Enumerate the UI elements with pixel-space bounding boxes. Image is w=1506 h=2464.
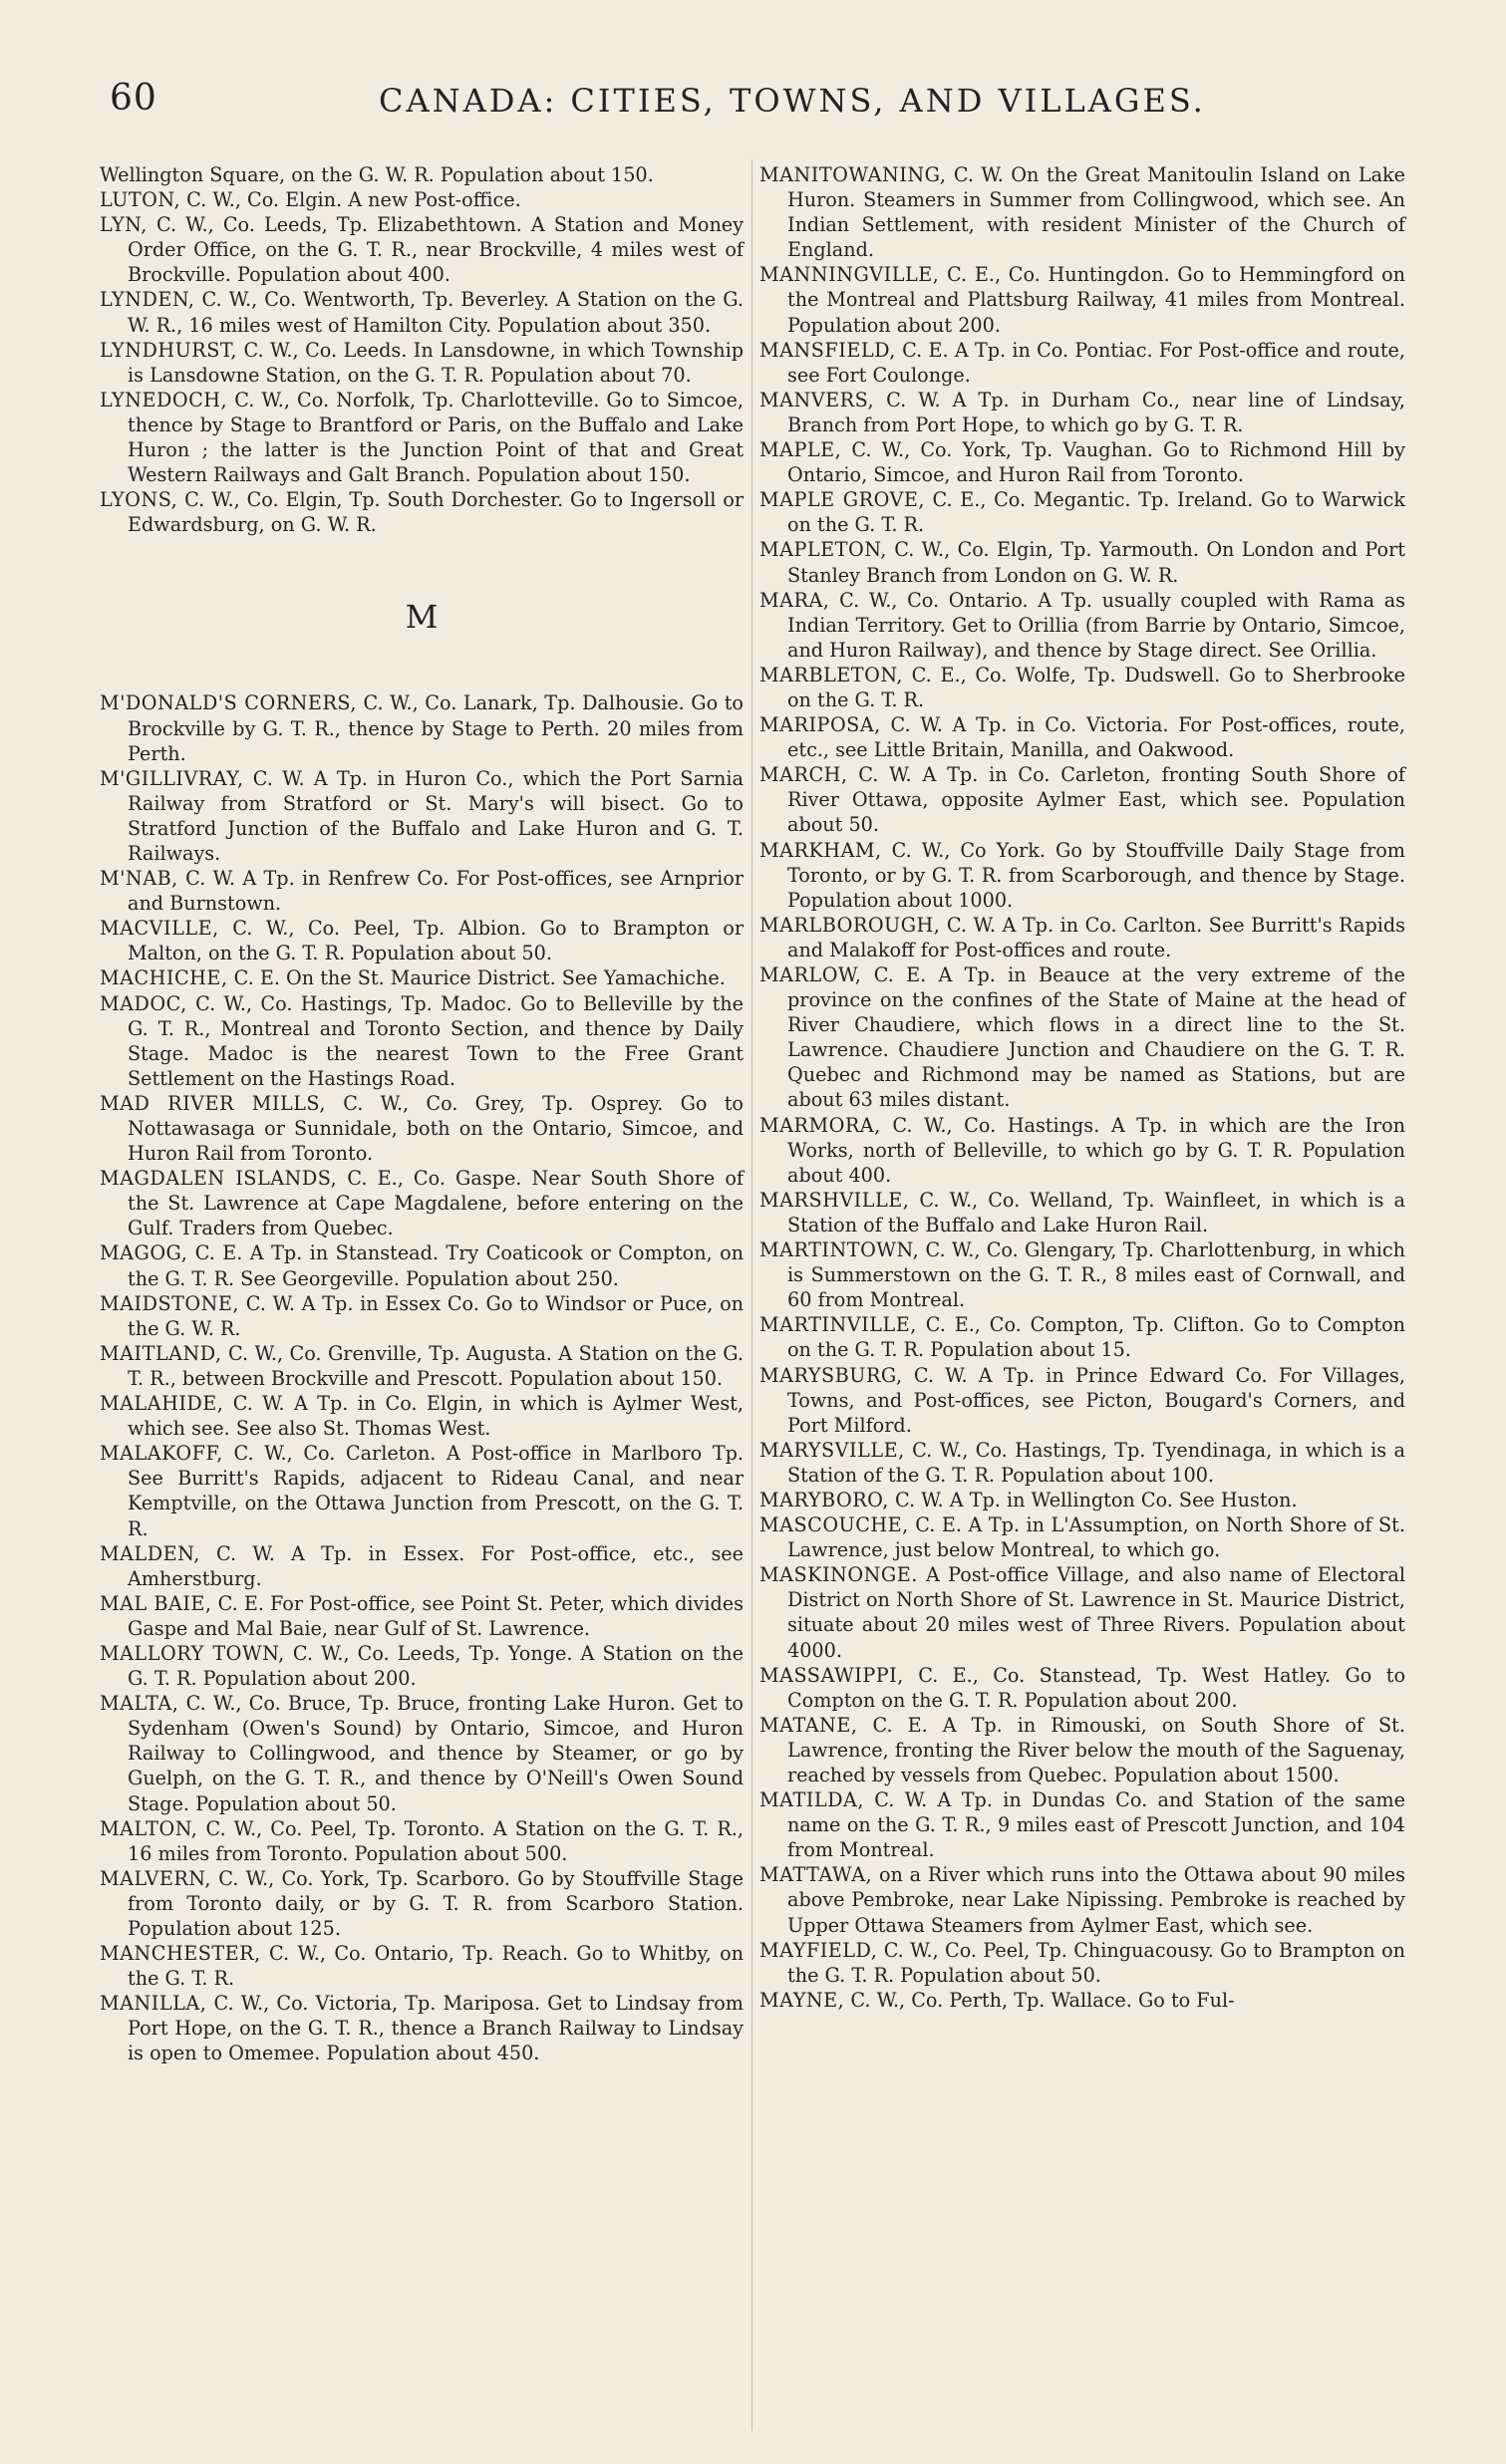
entry-place-name: MAITLAND,	[100, 1341, 222, 1365]
entry-description: C. W. A Tp. in Renfrew Co. For Post-offices, see Arnprior and Burnstown.	[128, 867, 744, 916]
entry-description: C. W., Co. York, Tp. Scarboro. Go by Stouffville Stage from Toronto daily, or by G. T. R. from Scarboro Station. Population about 125.	[128, 1866, 744, 1940]
entry-place-name: LYNEDOCH,	[100, 388, 228, 411]
entry-place-name: MARTINVILLE,	[759, 1313, 917, 1337]
gazetteer-entry	[759, 588, 1405, 663]
gazetteer-entry	[759, 1438, 1405, 1488]
entry-description: C. W., Co. Elgin, Tp. South Dorchester. Go to Ingersoll or Edwardsburg, on G. W. R.	[128, 488, 744, 537]
entry-description: C. E. A Tp. in L'Assumption, on North Shore of St. Lawrence, just below Montreal, to which go.	[787, 1513, 1405, 1562]
entry-place-name: MAGOG,	[100, 1241, 188, 1265]
entry-description: C. E., Co. Wolfe, Tp. Dudswell. Go to Sherbrooke on the G. T. R.	[787, 663, 1405, 711]
entry-place-name: MARSHVILLE,	[759, 1188, 910, 1212]
gazetteer-entry	[759, 913, 1405, 962]
entry-description: C. E., Co. Huntingdon. Go to Hemmingford on the Montreal and Plattsburg Railway, 41 miles from Montreal. Population about 200.	[787, 263, 1405, 337]
gazetteer-entry	[100, 388, 744, 487]
gazetteer-entry	[759, 1988, 1405, 2013]
entry-description: C. W., Co. Leeds, Tp. Yonge. A Station on the G. T. R. Population about 200.	[128, 1641, 745, 1691]
gazetteer-entry	[100, 1816, 744, 1866]
entry-place-name: MARBLETON,	[759, 663, 903, 686]
entry-place-name: MASKINONGE.	[759, 1563, 918, 1587]
entry-place-name: MASCOUCHE,	[759, 1513, 909, 1537]
gazetteer-entry	[100, 287, 744, 337]
entry-description: C. W., Co. York, Tp. Vaughan. Go to Richmond Hill by Ontario, Simcoe, and Huron Rail from Toronto.	[787, 438, 1405, 487]
entry-description: C. W., Co. Peel, Tp. Toronto. A Station on the G. T. R., 16 miles from Toronto. Population about 500.	[128, 1816, 744, 1865]
gazetteer-entry	[759, 487, 1405, 537]
entry-description: C. W., Co. Glengary, Tp. Charlottenburg, in which is Summerstown on the G. T. R., 8 miles east of Cornwall, and 60 from Montreal.	[787, 1238, 1405, 1312]
entry-place-name: MARA,	[759, 588, 830, 612]
entry-description: C. W., Co. Victoria, Tp. Mariposa. Get to Lindsay from Port Hope, on the G. T. R., thence a Branch Railway to Lindsay is open to Omemee. Population about 450.	[128, 1992, 744, 2065]
entry-description: C. W., Co. Norfolk, Tp. Charlotteville. Go to Simcoe, thence by Stage to Brantford or Paris, on the Buffalo and Lake Huron ; the latter is the Junction Point of that and Great Western Railways and Galt Branch. Population about 150.	[128, 388, 744, 487]
entry-place-name: MARTINTOWN,	[759, 1238, 920, 1262]
gazetteer-entry	[100, 162, 744, 187]
entry-place-name: MALLORY TOWN,	[100, 1641, 285, 1665]
entry-place-name: MALDEN,	[100, 1541, 200, 1565]
entry-description: C. W. A Tp. in Essex. For Post-office, etc., see Amherstburg.	[128, 1541, 744, 1590]
gazetteer-entry	[759, 712, 1405, 762]
entry-place-name: MAIDSTONE,	[100, 1291, 240, 1315]
entry-description: C. W. A Tp. in Co. Elgin, in which is Aylmer West, which see. See also St. Thomas West.	[128, 1392, 744, 1441]
right-column	[759, 162, 1405, 2013]
entry-place-name: MARLBOROUGH,	[759, 913, 941, 937]
gazetteer-entry	[100, 1091, 744, 1166]
entry-place-name: MANILLA,	[100, 1992, 207, 2016]
entry-place-name: M'NAB,	[100, 867, 178, 891]
gazetteer-entry	[100, 766, 744, 866]
left-column	[100, 162, 744, 2066]
gazetteer-entry	[759, 338, 1405, 388]
entry-place-name: MANVERS,	[759, 388, 875, 411]
entry-description: C. W., Co. Peel, Tp. Chinguacousy. Go to Brampton on the G. T. R. Population about 50.	[787, 1938, 1405, 1987]
entry-place-name: MANCHESTER,	[100, 1942, 261, 1966]
entry-place-name: MACHICHE,	[100, 966, 228, 990]
gazetteer-entry	[100, 487, 744, 537]
entry-place-name: MANSFIELD,	[759, 338, 896, 362]
entry-place-name: M'GILLIVRAY,	[100, 766, 244, 790]
entry-place-name: LYNDHURST,	[100, 338, 237, 362]
entry-place-name: MASSAWIPPI,	[759, 1663, 904, 1687]
entry-place-name: MALAKOFF,	[100, 1442, 223, 1466]
gazetteer-entry	[759, 1663, 1405, 1713]
entry-description: C. W., Co. Leeds, Tp. Elizabethtown. A Station and Money Order Office, on the G. T. R., near Brockville, 4 miles west of Brockville. Population about 400.	[128, 213, 744, 287]
entry-description: Wellington Square, on the G. W. R. Population about 150.	[100, 163, 654, 186]
entries-m-section	[100, 690, 744, 2065]
entry-place-name: MAD RIVER MILLS,	[100, 1091, 326, 1115]
gazetteer-entry	[100, 1541, 744, 1591]
entry-description: C. W. A Tp. in Huron Co., which the Port Sarnia Railway from Stratford or St. Mary's will bisect. Go to Stratford Junction of the Buffalo and Lake Huron and G. T. Railways.	[128, 766, 744, 865]
entry-description: on a River which runs into the Ottawa about 90 miles above Pembroke, near Lake Nipissing. Pembroke is reached by Upper Ottawa Steamers from Aylmer East, which see.	[787, 1863, 1405, 1937]
entry-description: C. W. A Tp. in Co. Victoria. For Post-offices, route, etc., see Little Britain, Manilla, and Oakwood.	[787, 713, 1405, 762]
entry-description: C. W., Co. Grey, Tp. Osprey. Go to Nottawasaga or Sunnidale, both on the Ontario, Simcoe, and Huron Rail from Toronto.	[128, 1091, 744, 1166]
entry-description: C. W. On the Great Manitoulin Island on Lake Huron. Steamers in Summer from Collingwood, which see. An Indian Settlement, with resident Minister of the Church of England.	[787, 163, 1405, 262]
entry-place-name: MARMORA,	[759, 1113, 881, 1137]
entry-description: C. E. A Tp. in Beauce at the very extreme of the province on the confines of the State of Maine at the head of River Chaudiere, which flows in a direct line to the St. Lawrence. Chaudiere Junction and Chaudiere on the G. T. R. Quebec and Richmond may be named as Stations, but are about 63 miles distant.	[787, 963, 1405, 1112]
entry-place-name: MARYBORO,	[759, 1488, 889, 1511]
gazetteer-entry	[759, 1363, 1405, 1438]
entry-place-name: MATILDA,	[759, 1788, 864, 1812]
entry-description: C. W., Co. Ontario, Tp. Reach. Go to Whitby, on the G. T. R.	[128, 1942, 744, 1991]
entry-place-name: M'DONALD'S CORNERS,	[100, 691, 357, 715]
entry-place-name: MAYNE,	[759, 1988, 845, 2012]
page-header	[0, 78, 1506, 128]
entry-description: C. W., Co. Ontario. A Tp. usually coupled with Rama as Indian Territory. Get to Orillia (from Barrie by Ontario, Simcoe, and Huron Railway), and thence by Stage direct. See Orillia.	[787, 588, 1405, 662]
entry-description: C. W. A Tp. in Dundas Co. and Station of the same name on the G. T. R., 9 miles east of Prescott Junction, and 104 from Montreal.	[787, 1788, 1405, 1862]
gazetteer-entry	[100, 1991, 744, 2065]
gazetteer-entry	[100, 1291, 744, 1341]
gazetteer-entry	[759, 1312, 1405, 1362]
entry-place-name: MAL BAIE,	[100, 1591, 212, 1615]
entry-place-name: MALAHIDE,	[100, 1392, 224, 1416]
gazetteer-entry	[759, 1237, 1405, 1312]
entry-place-name: MAGDALEN ISLANDS,	[100, 1167, 338, 1191]
gazetteer-entry	[100, 1240, 744, 1290]
gazetteer-entry	[759, 437, 1405, 487]
entry-place-name: MATANE,	[759, 1713, 858, 1737]
entries-l-section	[100, 162, 744, 537]
entry-description: A Post-office Village, and also name of Electoral District on North Shore of St. Lawrence in St. Maurice District, situate about 20 miles west of Three Rivers. Population about 4000.	[787, 1563, 1405, 1662]
gazetteer-entry	[100, 1341, 744, 1391]
entry-description: C. W., Co. Bruce, Tp. Bruce, fronting Lake Huron. Get to Sydenham (Owen's Sound) by Ontario, Simcoe, and Huron Railway to Collingwood, and thence by Steamer, or go by Guelph, on the G. T. R., and thence by O'Neill's Owen Sound Stage. Population about 50.	[128, 1692, 744, 1815]
gazetteer-entry	[100, 212, 744, 287]
entry-place-name: MAPLE,	[759, 438, 842, 462]
gazetteer-entry	[759, 1188, 1405, 1237]
gazetteer-entry	[100, 187, 744, 212]
gazetteer-entry	[759, 262, 1405, 337]
gazetteer-entry	[759, 1562, 1405, 1662]
entry-description: C. E. A Tp. in Co. Pontiac. For Post-office and route, see Fort Coulonge.	[787, 338, 1405, 387]
gazetteer-entry	[100, 1866, 744, 1941]
entry-place-name: LYNDEN,	[100, 288, 195, 312]
entry-place-name: LUTON,	[100, 188, 181, 212]
section-letter-m: M	[405, 598, 439, 637]
entry-description: C. W., Co. Hastings. A Tp. in which are the Iron Works, north of Belleville, to which go by G. T. R. Population about 400.	[787, 1113, 1405, 1187]
entry-place-name: MALTON,	[100, 1816, 198, 1840]
entry-description: C. W., Co. Hastings, Tp. Tyendinaga, in which is a Station of the G. T. R. Population about 100.	[787, 1438, 1405, 1487]
entry-place-name: MARKHAM,	[759, 838, 882, 862]
entry-description: C. W., Co. Wentworth, Tp. Beverley. A Station on the G. W. R., 16 miles west of Hamilton City. Population about 350.	[128, 288, 744, 337]
entry-place-name: LYN,	[100, 213, 148, 237]
entry-description: C. E., Co. Gaspe. Near South Shore of the St. Lawrence at Cape Magdalene, before entering on the Gulf. Traders from Quebec.	[128, 1167, 744, 1240]
entry-description: C. W. A Tp. in Essex Co. Go to Windsor or Puce, on the G. W. R.	[128, 1291, 744, 1340]
gazetteer-entry	[100, 916, 744, 965]
entry-description: C. W. A Tp. in Wellington Co. See Huston.	[888, 1488, 1298, 1511]
gazetteer-entry	[759, 663, 1405, 712]
entry-description: C. W., Co. Elgin, Tp. Yarmouth. On London and Port Stanley Branch from London on G. W. R.	[787, 538, 1405, 587]
entries-m-continued	[759, 162, 1405, 2013]
entry-description: C. E., Co. Compton, Tp. Clifton. Go to Compton on the G. T. R. Population about 15.	[787, 1313, 1405, 1362]
entry-place-name: MANITOWANING,	[759, 163, 947, 186]
entry-description: C. W., Co. Leeds. In Lansdowne, in which Township is Lansdowne Station, on the G. T. R. Population about 70.	[128, 338, 744, 387]
gazetteer-entry	[100, 1691, 744, 1815]
gazetteer-entry	[759, 762, 1405, 837]
gazetteer-entry	[100, 338, 744, 388]
gazetteer-entry	[759, 1787, 1405, 1862]
entry-description: C. W. A Tp. in Durham Co., near line of Lindsay, Branch from Port Hope, to which go by G. T. R.	[787, 388, 1405, 436]
entry-place-name: MARIPOSA,	[759, 713, 881, 737]
entry-description: C. W. A Tp. in Co. Carleton, fronting South Shore of River Ottawa, opposite Aylmer East, which see. Population about 50.	[787, 763, 1405, 837]
entry-description: C. W., Co. Peel, Tp. Albion. Go to Brampton or Malton, on the G. T. R. Population about 50.	[128, 917, 744, 965]
entry-description: C. W., Co. Carleton. A Post-office in Marlboro Tp. See Burritt's Rapids, adjacent to Rideau Canal, and near Kemptville, on the Ottawa Junction from Prescott, on the G. T. R.	[128, 1442, 744, 1540]
gazetteer-entry	[100, 1641, 744, 1691]
entry-description: C. W., Co. Grenville, Tp. Augusta. A Station on the G. T. R., between Brockville and Prescott. Population about 150.	[128, 1341, 744, 1390]
entry-description: C. W., Co. Hastings, Tp. Madoc. Go to Belleville by the G. T. R., Montreal and Toronto Section, and thence by Daily Stage. Madoc is the nearest Town to the Free Grant Settlement on the Hastings Road.	[128, 991, 744, 1090]
entry-description: C. W. A Tp. in Prince Edward Co. For Villages, Towns, and Post-offices, see Picton, Bougard's Corners, and Port Milford.	[787, 1363, 1405, 1437]
entry-place-name: LYONS,	[100, 488, 178, 512]
entry-description: C. E. A Tp. in Rimouski, on South Shore of St. Lawrence, fronting the River below the mouth of the Saguenay, reached by vessels from Quebec. Population about 1500.	[787, 1713, 1405, 1786]
entry-place-name: MADOC,	[100, 991, 187, 1015]
entry-description: C. E. For Post-office, see Point St. Peter, which divides Gaspe and Mal Baie, near Gulf of St. Lawrence.	[128, 1591, 744, 1640]
gazetteer-entry	[100, 1591, 744, 1641]
gazetteer-entry	[100, 1166, 744, 1240]
gazetteer-entry	[759, 537, 1405, 587]
gazetteer-entry	[759, 1862, 1405, 1937]
entry-place-name: MALVERN,	[100, 1866, 211, 1890]
running-title: CANADA: CITIES, TOWNS, AND VILLAGES.	[379, 82, 1206, 120]
gazetteer-entry	[100, 866, 744, 916]
entry-description: C. W. A Tp. in Co. Carlton. See Burritt's Rapids and Malakoff for Post-offices and route.	[787, 913, 1405, 961]
gazetteer-entry	[759, 1113, 1405, 1188]
entry-description: C. W., Co York. Go by Stouffville Daily Stage from Toronto, or by G. T. R. from Scarborough, and thence by Stage. Population about 1000.	[787, 838, 1405, 912]
entry-place-name: MARYSBURG,	[759, 1363, 903, 1387]
gazetteer-entry	[759, 962, 1405, 1113]
gazetteer-entry	[759, 1938, 1405, 1988]
entry-description: C. E. A Tp. in Stanstead. Try Coaticook or Compton, on the G. T. R. See Georgeville. Population about 250.	[128, 1241, 744, 1290]
entry-place-name: MARYSVILLE,	[759, 1438, 905, 1462]
gazetteer-entry	[100, 1941, 744, 1991]
gazetteer-entry	[100, 965, 744, 990]
entry-place-name: MAPLETON,	[759, 538, 887, 562]
entry-description: C. W., Co. Perth, Tp. Wallace. Go to Ful-	[844, 1988, 1235, 2012]
page-number: 60	[110, 78, 157, 119]
gazetteer-entry	[759, 162, 1405, 262]
gazetteer-entry	[759, 1713, 1405, 1787]
entry-place-name: MATTAWA,	[759, 1863, 873, 1887]
entry-description: C. W., Co. Welland, Tp. Wainfleet, in which is a Station of the Buffalo and Lake Huron Rail.	[787, 1188, 1405, 1236]
entry-description: C. W., Co. Lanark, Tp. Dalhousie. Go to Brockville by G. T. R., thence by Stage to Perth. 20 miles from Perth.	[128, 691, 744, 765]
entry-description: C. E., Co. Megantic. Tp. Ireland. Go to Warwick on the G. T. R.	[787, 488, 1405, 537]
gazetteer-entry	[100, 991, 744, 1091]
gazetteer-entry	[759, 1488, 1405, 1512]
entry-place-name: MAYFIELD,	[759, 1938, 878, 1962]
entry-place-name: MAPLE GROVE,	[759, 488, 925, 512]
gazetteer-entry	[100, 690, 744, 765]
entry-description: C. W., Co. Elgin. A new Post-office.	[180, 188, 521, 212]
entry-place-name: MACVILLE,	[100, 917, 219, 941]
gazetteer-entry	[759, 388, 1405, 437]
entry-place-name: MARLOW,	[759, 963, 862, 986]
gazetteer-entry	[100, 1441, 744, 1540]
entry-description: C. E., Co. Stanstead, Tp. West Hatley. Go to Compton on the G. T. R. Population about 200.	[787, 1663, 1405, 1712]
entry-place-name: MANNINGVILLE,	[759, 263, 940, 287]
gazetteer-entry	[100, 1391, 744, 1441]
gazetteer-entry	[759, 1512, 1405, 1562]
entry-description: C. E. On the St. Maurice District. See Yamachiche.	[227, 966, 726, 990]
entry-place-name: MARCH,	[759, 763, 848, 787]
entry-place-name: MALTA,	[100, 1692, 179, 1716]
column-divider	[752, 159, 753, 2431]
gazetteer-entry	[759, 838, 1405, 913]
